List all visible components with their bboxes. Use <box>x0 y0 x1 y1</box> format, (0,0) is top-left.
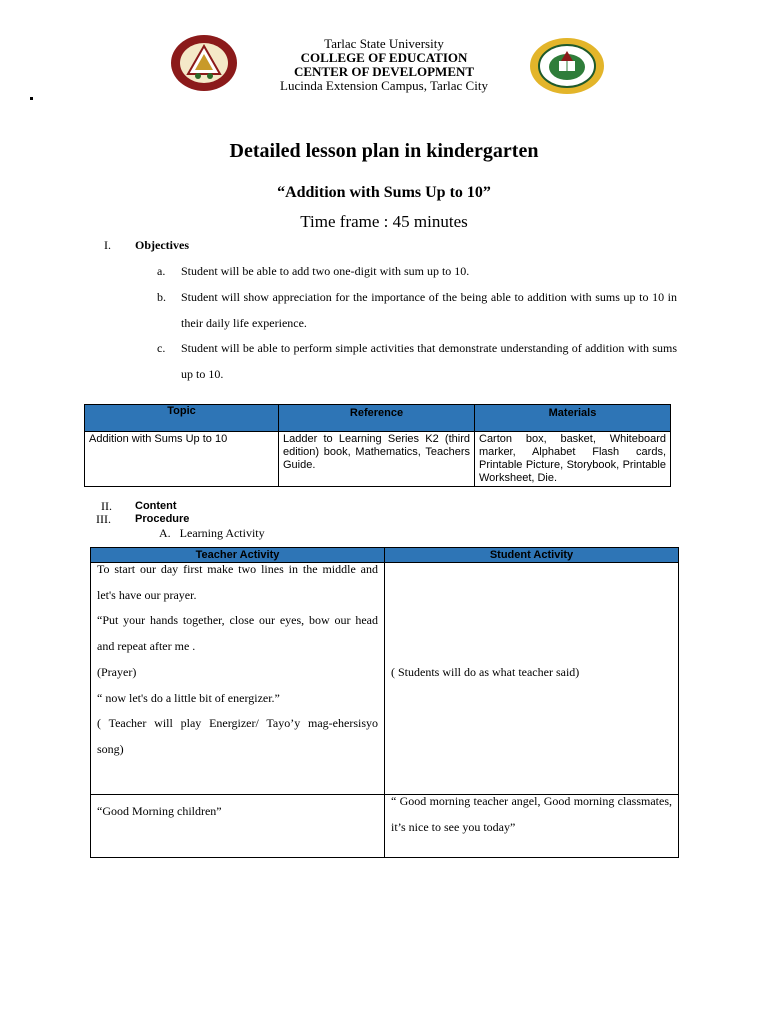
table-row <box>85 432 671 487</box>
college-name: COLLEGE OF EDUCATION <box>300 50 468 65</box>
objective-letter: c. <box>157 341 166 355</box>
university-name: Tarlac State University <box>324 36 444 51</box>
lesson-subtitle: “Addition with Sums Up to 10” <box>277 184 491 201</box>
teacher-activity-cell <box>91 563 385 795</box>
column-header-materials: Materials <box>475 405 671 432</box>
student-line: ( Students will do as what teacher said) <box>391 664 580 679</box>
section-label-procedure: Procedure <box>135 513 190 525</box>
objective-item-c <box>157 335 677 387</box>
teacher-line: ( Teacher will play Energizer/ Tayo’y mag-ehersisyo song) <box>97 716 378 756</box>
objective-text: Student will be able to add two one-digit with sum up to 10. <box>181 264 470 278</box>
objective-text: Student will be able to perform simple activities that demonstrate understanding of addition with sums up to 10. <box>181 341 677 381</box>
section-numeral-objectives: I. <box>104 238 111 252</box>
learning-activity-table <box>90 547 679 858</box>
teacher-line: “ now let's do a little bit of energizer.” <box>97 690 280 705</box>
objective-item-a <box>157 258 677 284</box>
table-row <box>91 795 679 858</box>
time-frame: Time frame : 45 minutes <box>300 212 468 231</box>
teacher-line: “Good Morning children” <box>97 804 222 818</box>
student-activity-cell <box>385 563 679 795</box>
column-header-reference: Reference <box>279 405 475 432</box>
section-numeral-procedure: III. <box>96 512 111 526</box>
materials-cell: Carton box, basket, Whiteboard marker, Alphabet Flash cards, Printable Picture, Storybook, Printable Worksheet, Die. <box>475 432 671 487</box>
teacher-line: (Prayer) <box>97 664 137 679</box>
subsection-learning-activity: A. Learning Activity <box>159 526 265 540</box>
column-header-student-activity: Student Activity <box>385 548 679 563</box>
teacher-line: To start our day first make two lines in the middle and let's have our prayer. <box>97 562 378 602</box>
objective-text: Student will show appreciation for the importance of the being able to addition with sums up to 10 in their daily life experience. <box>181 290 677 330</box>
center-name: CENTER OF DEVELOPMENT <box>293 64 475 79</box>
college-of-education-seal-logo <box>529 37 605 95</box>
student-line: “ Good morning teacher angel, Good morning classmates, it’s nice to see you today” <box>391 794 672 834</box>
objective-item-b <box>157 284 677 336</box>
campus-name: Lucinda Extension Campus, Tarlac City <box>280 78 488 93</box>
teacher-line: “Put your hands together, close our eyes, bow our head and repeat after me . <box>97 613 378 654</box>
document-title: Detailed lesson plan in kindergarten <box>229 140 539 162</box>
column-header-topic: Topic <box>85 405 279 432</box>
topic-reference-materials-table <box>84 404 671 487</box>
institution-header <box>238 37 530 93</box>
teacher-activity-cell <box>91 795 385 858</box>
objective-letter: b. <box>157 290 166 304</box>
topic-cell: Addition with Sums Up to 10 <box>85 432 279 487</box>
tsu-seal-logo <box>170 34 238 92</box>
column-header-teacher-activity: Teacher Activity <box>91 548 385 563</box>
student-activity-cell <box>385 795 679 858</box>
section-label-content: Content <box>135 500 177 512</box>
reference-cell: Ladder to Learning Series K2 (third edition) book, Mathematics, Teachers Guide. <box>279 432 475 487</box>
objective-letter: a. <box>157 264 166 278</box>
section-label-objectives: Objectives <box>135 238 189 252</box>
section-numeral-content: II. <box>101 499 112 513</box>
stray-bullet-mark <box>30 97 33 100</box>
table-row <box>91 563 679 795</box>
table-header-row <box>85 405 671 432</box>
